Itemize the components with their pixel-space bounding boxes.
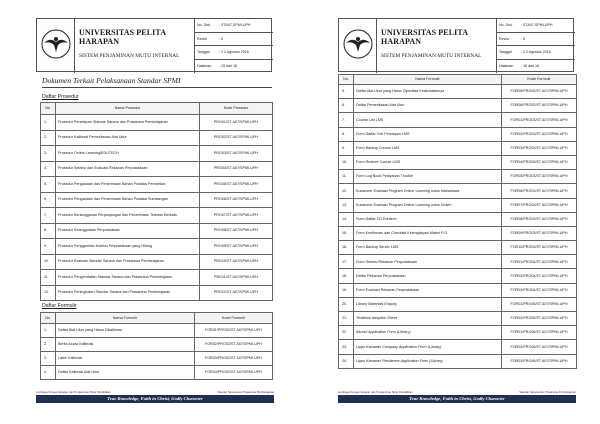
- table-row: [41, 130, 273, 146]
- eagle-emblem-icon: [40, 28, 72, 60]
- table-row: [41, 192, 273, 208]
- row-number: 7.: [41, 208, 56, 224]
- row-code: FOR04/PRO02/ST A07/SPMI-UPH: [195, 366, 273, 380]
- row-name: Lippo Karawaci Company Application Form (Library): [354, 340, 502, 354]
- row-name: Form Seleksi Rekanan Perpustakaan: [354, 255, 502, 269]
- column-header-code: Kode Formulir: [502, 75, 577, 85]
- table-row: [41, 324, 273, 338]
- column-header-no: No.: [41, 103, 56, 115]
- row-number: 10.: [41, 254, 56, 270]
- row-code: PRO11/ST A07/SPMI-UPH: [200, 270, 273, 286]
- header-title-cell: [377, 19, 497, 73]
- section-title-prosedur: Daftar Prosedur: [42, 94, 79, 100]
- meta-page: Halaman : 16 dari 18: [499, 63, 539, 68]
- column-header-code: Kode Prosedur: [200, 103, 273, 115]
- row-name: Label Kalibrasi: [56, 352, 195, 366]
- row-number: 16.: [339, 241, 354, 255]
- university-logo: [37, 19, 75, 73]
- row-number: 7.: [339, 113, 354, 127]
- row-code: FOR10/PRO03/ST A07/SPMI-UPH: [502, 241, 577, 255]
- table-row: [41, 223, 273, 239]
- footer-right-link[interactable]: Standar Sarana dan Prasarana Pembelajaran: [519, 390, 576, 394]
- section-title-formulir: Daftar Formulir: [42, 303, 77, 309]
- footer-right-link[interactable]: Standar Sarana dan Prasarana Pembelajaran: [217, 390, 274, 394]
- table-row: [41, 161, 273, 177]
- row-name: Alumni Application Form (Library): [354, 326, 502, 340]
- row-code: PRO03/ST A07/SPMI-UPH: [200, 146, 273, 162]
- row-code: FOR01/PRO02/ST A07/SPMI-UPH: [195, 324, 273, 338]
- table-row: [41, 270, 273, 286]
- row-code: PRO04/ST A07/SPMI-UPH: [200, 161, 273, 177]
- row-number: 9.: [41, 239, 56, 255]
- meta-doc-no: No. Dok. : STA07-SPMI-UPH: [497, 19, 575, 33]
- row-name: Prosedur Peningkatan Standar Sarana dan Prasarana Pembelajaran: [56, 285, 200, 301]
- row-number: 2.: [41, 130, 56, 146]
- row-name: Kuesioner Evaluasi Program Online Learning untuk Mahasiswa: [354, 184, 502, 198]
- row-number: 11.: [339, 170, 354, 184]
- row-name: Prosedur Kalibrasi Pemeriksaan Alat Ukur: [56, 130, 200, 146]
- row-code: PRO05/ST A07/SPMI-UPH: [200, 177, 273, 193]
- page-header: [338, 18, 574, 72]
- row-number: 8.: [41, 223, 56, 239]
- document-meta: [195, 19, 273, 73]
- row-name: Daftar Kalibrasi Alat Ukur: [56, 366, 195, 380]
- document-page-15: [28, 6, 280, 414]
- row-number: 9.: [339, 141, 354, 155]
- table-row: [339, 326, 577, 340]
- table-row: [339, 212, 577, 226]
- row-number: 8.: [339, 127, 354, 141]
- row-code: PRO12/ST A07/SPMI-UPH: [200, 285, 273, 301]
- row-number: 6.: [339, 99, 354, 113]
- table-row: [339, 99, 577, 113]
- row-code: FOR02/PRO02/ST A07/SPMI-UPH: [195, 338, 273, 352]
- row-code: FOR08/PRO03/ST A07/SPMI-UPH: [502, 212, 577, 226]
- table-row: [41, 146, 273, 162]
- row-code: FOR03/PRO03/ST A07/SPMI-UPH: [502, 141, 577, 155]
- row-name: Berita Acara Kalibrasi: [56, 338, 195, 352]
- row-number: 5.: [339, 85, 354, 99]
- eagle-emblem-icon: [342, 28, 374, 60]
- table-row: [41, 177, 273, 193]
- document-title: Dokumen Terkait Pelaksanaan Standar SPMI: [42, 76, 272, 88]
- row-code: PRO10/ST A07/SPMI-UPH: [200, 254, 273, 270]
- row-number: 4.: [41, 366, 56, 380]
- footer-left-link[interactable]: Lembaga Pengembangan dan Penjaminan Mutu Pendidikan: [36, 390, 111, 394]
- row-number: 3.: [41, 352, 56, 366]
- row-code: PRO08/ST A07/SPMI-UPH: [200, 223, 273, 239]
- column-header-no: No.: [339, 75, 354, 85]
- table-row: [339, 226, 577, 240]
- table-row: [41, 352, 273, 366]
- column-header-code: Kode Formulir: [195, 313, 273, 324]
- column-header-name: Nama Prosedur: [56, 103, 200, 115]
- row-name: Prosedur Pengendalian Standar Sarana dan Prasarana Pembelajaran: [56, 270, 200, 286]
- formulir-table: [40, 312, 273, 380]
- row-code: PRO06/ST A07/SPMI-UPH: [200, 192, 273, 208]
- row-code: FOR03/PRO06/ST A07/SPMI-UPH: [502, 354, 577, 368]
- column-header-name: Nama Formulir: [56, 313, 195, 324]
- row-name: Daftar Alat Ukur yang Harus Dikalibrasi: [56, 324, 195, 338]
- footer-motto: True Knowledge, Faith in Christ, Godly Character: [338, 395, 576, 403]
- row-name: Prosedur Evaluasi Standar Sarana dan Prasarana Pembelajaran: [56, 254, 200, 270]
- table-row: [339, 85, 577, 99]
- row-name: Kuesioner Evaluasi Program Online Learning untuk Dosen: [354, 198, 502, 212]
- table-row: [339, 170, 577, 184]
- row-code: FOR03/PRO02/ST A07/SPMI-UPH: [195, 352, 273, 366]
- row-number: 6.: [41, 192, 56, 208]
- university-name: UNIVERSITAS PELITA HARAPAN: [79, 28, 166, 46]
- row-number: 11.: [41, 270, 56, 286]
- row-number: 13.: [339, 198, 354, 212]
- row-code: FOR02/PRO04/ST A07/SPMI-UPH: [502, 269, 577, 283]
- row-name: Form Log Book Pelayanan Trouble: [354, 170, 502, 184]
- column-header-no: No.: [41, 313, 56, 324]
- row-number: 1.: [41, 324, 56, 338]
- row-code: PRO09/ST A07/SPMI-UPH: [200, 239, 273, 255]
- row-code: FOR01/PRO06/ST A07/SPMI-UPH: [502, 326, 577, 340]
- row-code: FOR06/PRO03/ST A07/SPMI-UPH: [502, 184, 577, 198]
- row-name: Prosedur Penetapan Standar Sarana dan Prasarana Pembelajaran: [56, 115, 200, 131]
- row-code: FOR02/PRO06/ST A07/SPMI-UPH: [502, 340, 577, 354]
- row-number: 1.: [41, 115, 56, 131]
- table-row: [41, 366, 273, 380]
- footer-left-link[interactable]: Lembaga Pengembangan dan Penjaminan Mutu Pendidikan: [338, 390, 413, 394]
- row-code: FOR02/PRO03/ST A07/SPMI-UPH: [502, 127, 577, 141]
- row-name: Form Daftar CD Edutech: [354, 212, 502, 226]
- row-code: PRO02/ST A07/SPMI-UPH: [200, 130, 273, 146]
- row-number: 5.: [41, 177, 56, 193]
- row-code: FOR03/PRO04/ST A07/SPMI-UPH: [502, 283, 577, 297]
- university-name: UNIVERSITAS PELITA HARAPAN: [381, 28, 468, 46]
- meta-date: Tanggal : 2 2 Agustus 2016: [195, 46, 273, 60]
- meta-revision: Revisi : 0: [195, 33, 273, 47]
- row-number: 12.: [41, 285, 56, 301]
- row-code: FOR04/PRO03/ST A07/SPMI-UPH: [502, 155, 577, 169]
- row-code: FOR01/PRO05/ST A07/SPMI-UPH: [502, 297, 577, 311]
- row-name: Form Restore Course LMS: [354, 155, 502, 169]
- row-name: Prosedur Online Learning/EDUTECH: [56, 146, 200, 162]
- footer-motto: True Knowledge, Faith in Christ, Godly Character: [36, 395, 274, 403]
- table-row: [339, 312, 577, 326]
- page-header: [36, 18, 272, 72]
- row-name: Prosedur Berlangganan Perpanjangan dan Penerimaan Terbitan Berkala: [56, 208, 200, 224]
- row-name: Library Materials Enquiry: [354, 297, 502, 311]
- university-logo: [339, 19, 377, 73]
- table-row: [339, 155, 577, 169]
- row-number: 15.: [339, 226, 354, 240]
- row-name: Textbook Adoption Sheet: [354, 312, 502, 326]
- table-row: [339, 198, 577, 212]
- meta-page: Halaman : 15 dari 18: [197, 63, 237, 68]
- row-code: FOR05/PRO03/ST A07/SPMI-UPH: [502, 170, 577, 184]
- meta-doc-no: No. Dok. : STA07-SPMI-UPH: [195, 19, 273, 33]
- row-code: FOR01/PRO03/ST A07/SPMI-UPH: [502, 113, 577, 127]
- document-page-16: [330, 6, 582, 414]
- row-number: 10.: [339, 155, 354, 169]
- row-name: Form Konfirmasi dan Checklist Kelengkapan Materi PJJ: [354, 226, 502, 240]
- system-name: SISTEM PENJAMINAN MUTU INTERNAL: [381, 53, 482, 59]
- row-name: Prosedur Pengadaan dan Penerimaan Bahan Pustaka Pembelian: [56, 177, 200, 193]
- row-number: 19.: [339, 283, 354, 297]
- table-row: [339, 354, 577, 368]
- row-name: Form Backup Server LMS: [354, 241, 502, 255]
- table-row: [339, 297, 577, 311]
- row-name: Form Backup Course LMS: [354, 141, 502, 155]
- table-row: [41, 115, 273, 131]
- row-number: 18.: [339, 269, 354, 283]
- row-code: FOR07/PRO03/ST A07/SPMI-UPH: [502, 198, 577, 212]
- table-row: [41, 254, 273, 270]
- column-header-name: Nama Formulir: [354, 75, 502, 85]
- row-number: 12.: [339, 184, 354, 198]
- row-name: Prosedur Keanggotaan Perpustakaan: [56, 223, 200, 239]
- table-row: [339, 141, 577, 155]
- row-code: FOR05/PRO02/ST A07/SPMI-UPH: [502, 85, 577, 99]
- table-row: [339, 340, 577, 354]
- table-row: [339, 269, 577, 283]
- table-row: [41, 338, 273, 352]
- system-name: SISTEM PENJAMINAN MUTU INTERNAL: [79, 53, 180, 59]
- row-name: Form Evaluasi Rekanan Perpustakaan: [354, 283, 502, 297]
- table-row: [41, 208, 273, 224]
- row-code: PRO07/ST A07/SPMI-UPH: [200, 208, 273, 224]
- row-code: FOR01/PRO04/ST A07/SPMI-UPH: [502, 255, 577, 269]
- row-code: FOR09/PRO03/ST A07/SPMI-UPH: [502, 226, 577, 240]
- row-number: 17.: [339, 255, 354, 269]
- formulir-table-continued: [338, 74, 577, 369]
- row-name: Lippo Karawaci Residence Application Form (Library): [354, 354, 502, 368]
- header-title-cell: [75, 19, 195, 73]
- row-number: 20.: [339, 297, 354, 311]
- table-row: [339, 113, 577, 127]
- meta-revision: Revisi : 0: [497, 33, 575, 47]
- table-row: [339, 255, 577, 269]
- row-name: Daftar Pemeriksaan Alat Ukur: [354, 99, 502, 113]
- row-code: FOR02/PRO05/ST A07/SPMI-UPH: [502, 312, 577, 326]
- row-name: Prosedur Pengadaan dan Penerimaan Bahan Pustaka Sumbangan: [56, 192, 200, 208]
- row-name: Daftar Rekanan Perpustakaan: [354, 269, 502, 283]
- row-name: Prosedur Seleksi dan Evaluasi Rekanan Perpustakaan: [56, 161, 200, 177]
- row-name: Prosedur Penggantian Koleksi Perpustakaan yang Hilang: [56, 239, 200, 255]
- table-row: [41, 285, 273, 301]
- table-row: [339, 127, 577, 141]
- prosedur-table: [40, 102, 273, 301]
- row-number: 21.: [339, 312, 354, 326]
- table-row: [41, 239, 273, 255]
- row-number: 23.: [339, 340, 354, 354]
- document-meta: [497, 19, 575, 73]
- table-row: [339, 241, 577, 255]
- table-row: [339, 283, 577, 297]
- meta-date: Tanggal : 2 2 Agustus 2016: [497, 46, 575, 60]
- row-code: PRO01/ST A07/SPMI-UPH: [200, 115, 273, 131]
- table-row: [339, 184, 577, 198]
- row-name: Course List LMS: [354, 113, 502, 127]
- row-number: 24.: [339, 354, 354, 368]
- row-code: FOR06/PRO02/ST A07/SPMI-UPH: [502, 99, 577, 113]
- row-number: 3.: [41, 146, 56, 162]
- row-number: 4.: [41, 161, 56, 177]
- row-name: Form Daftar Cek Persiapan LMS: [354, 127, 502, 141]
- row-number: 2.: [41, 338, 56, 352]
- row-number: 14.: [339, 212, 354, 226]
- row-number: 22.: [339, 326, 354, 340]
- row-name: Daftar Alat Ukur yang Harus Diperiksa Keakuratannya: [354, 85, 502, 99]
